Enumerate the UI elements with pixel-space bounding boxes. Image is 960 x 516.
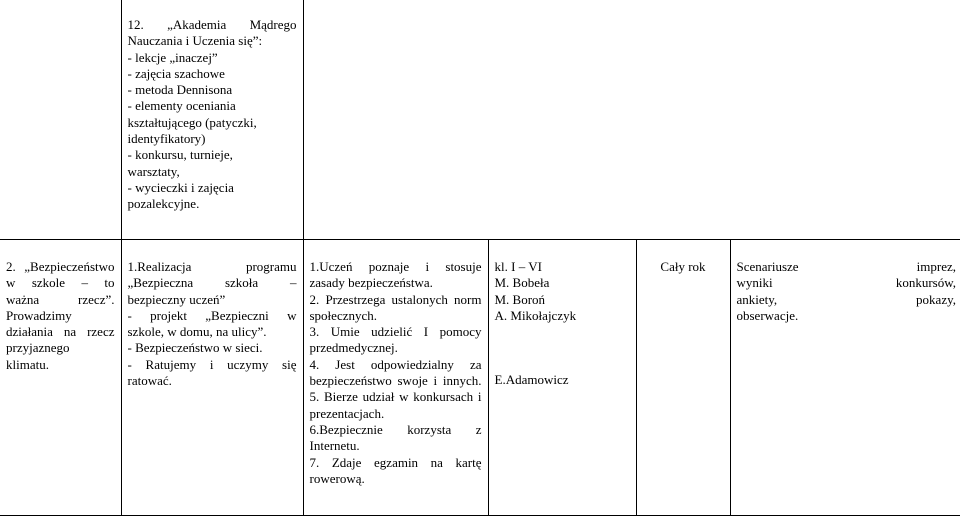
cell-responsible [488, 240, 636, 516]
responsible-person: A. Mikołajczyk [494, 307, 577, 323]
text-line: szkole, w domu, na ulicy”. [127, 324, 267, 340]
text-line: Prowadzimy [6, 307, 72, 323]
text-line: bezpieczeństwo swoje i innych. [309, 373, 482, 389]
cell-empty [730, 0, 869, 240]
cell-term [636, 240, 730, 516]
text-line: przyjaznego [6, 340, 70, 356]
responsible-person: M. Bobeła [494, 275, 550, 291]
text-line: - projekt „Bezpieczni w [127, 307, 297, 323]
text-line: Scenariusze imprez, [736, 259, 956, 274]
text-line: bezpieczny uczeń” [127, 291, 226, 307]
text-line: Internetu. [309, 438, 360, 454]
text-line: 1.Uczeń poznaje i stosuje [309, 259, 482, 274]
text-line: Nauczania i Uczenia się”: [127, 33, 263, 49]
text-line: 2. Przestrzega ustalonych norm [309, 291, 482, 307]
text-line: - metoda Dennisona [127, 82, 233, 98]
text-line: działania na rzecz [6, 324, 115, 340]
cell-empty [488, 0, 636, 240]
table-row [0, 0, 960, 240]
term-text: Cały rok [660, 259, 706, 274]
cell-goal [0, 240, 121, 516]
responsible-person: E.Adamowicz [494, 372, 569, 388]
text-line: - wycieczki i zajęcia [127, 179, 234, 195]
text-line: 5. Bierze udział w konkursach i [309, 389, 482, 405]
text-line: 12. „Akademia Mądrego [127, 17, 297, 32]
responsible-person: kl. I – VI [494, 259, 542, 274]
text-line: 3. Umie udzielić I pomocy [309, 324, 482, 340]
text-line: 1.Realizacja programu [127, 259, 297, 274]
responsible-person: M. Boroń [494, 291, 546, 307]
text-line: warsztaty, [127, 163, 180, 179]
cell-empty [303, 0, 488, 240]
cell-empty [636, 0, 730, 240]
cell-empty [869, 0, 960, 240]
text-line: przedmedycznej. [309, 340, 398, 356]
text-line: obserwacje. [736, 307, 799, 323]
text-line: kształtującego (patyczki, [127, 114, 257, 130]
text-line: w szkole – to [6, 275, 115, 291]
text-line: klimatu. [6, 356, 49, 372]
text-line: 6.Bezpiecznie korzysta z [309, 421, 482, 437]
text-line: ważna rzecz”. [6, 291, 115, 307]
text-line: identyfikatory) [127, 131, 206, 147]
cell-tasks [121, 240, 303, 516]
text-line: 7. Zdaje egzamin na kartę [309, 454, 482, 470]
text-line: społecznych. [309, 307, 378, 323]
cell-empty [0, 0, 121, 240]
text-line: - Ratujemy i uczymy się [127, 356, 297, 372]
text-line: ankiety, pokazy, [736, 291, 956, 307]
text-line: wyniki konkursów, [736, 275, 956, 291]
text-line: „Bezpieczna szkoła – [127, 275, 297, 291]
text-line: - elementy oceniania [127, 98, 236, 114]
cell-tasks-prev [121, 0, 303, 240]
text-line: zasady bezpieczeństwa. [309, 275, 433, 291]
table-row [0, 240, 960, 516]
text-line: 4. Jest odpowiedzialny za [309, 356, 482, 372]
text-line: - lekcje „inaczej” [127, 49, 218, 65]
text-line: - konkursu, turnieje, [127, 147, 233, 163]
text-line: - zajęcia szachowe [127, 65, 225, 81]
text-line: pozalekcyjne. [127, 196, 200, 212]
cell-outcomes [303, 240, 488, 516]
text-line: rowerową. [309, 470, 365, 486]
cell-evaluation [730, 240, 960, 516]
text-line: prezentacjach. [309, 405, 385, 421]
text-line: 2. „Bezpieczeństwo [6, 259, 115, 274]
text-line: - Bezpieczeństwo w sieci. [127, 340, 263, 356]
text-line: ratować. [127, 373, 172, 389]
